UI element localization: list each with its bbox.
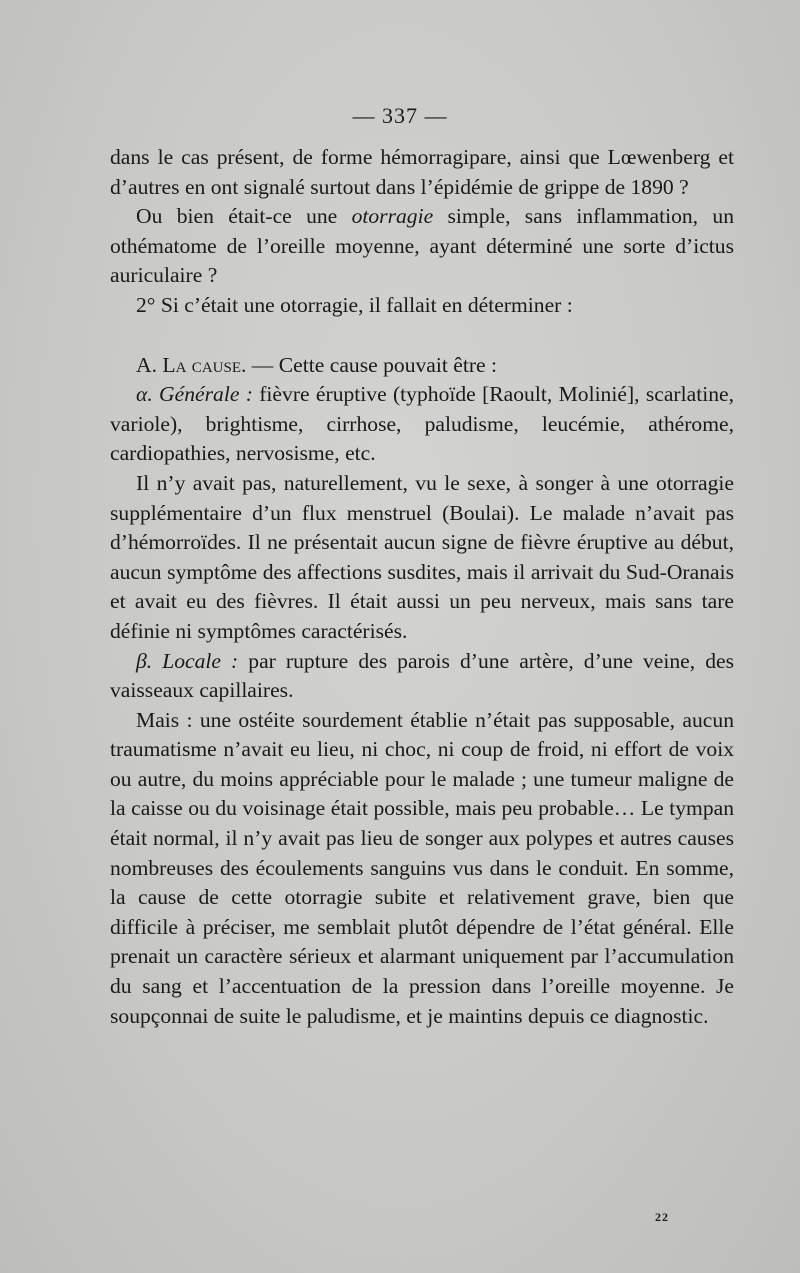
paragraph-3: 2° Si c’était une otorragie, il fallait en déterminer : [136, 292, 573, 317]
paragraph-locale [110, 647, 734, 706]
locale-text: par rupture des parois d’une artère, d’une veine, des vaisseaux capillaires. [110, 648, 734, 703]
section-intro: — Cette cause pouvait être : [246, 352, 498, 377]
paragraph-2-start: Ou bien était-ce une [136, 204, 352, 229]
paragraph-8: Mais : une ostéite sourdement établie n’était pas supposable, aucun traumatisme n’avait eu lieu, ni choc, ni coup de froid, ni effort de voix ou autre, du moins appréciable pour le malade ; une tumeur maligne de la caisse ou du voisinage était possible, mais peu probable… Le tympan était normal, il n’y avait pas lieu de songer aux polypes et autres causes nombreuses des écoulements sanguins vus dans le conduit. En somme, la cause de cette otorragie subite et relativement grave, bien que difficile à préciser, me semblait plutôt dépendre de l’état général. Elle prenait un caractère sérieux et alarmant uniquement par l’accumulation du sang et l’accentuation de la pression dans l’oreille moyenne. Je soupçonnai de suite le paludisme, et je maintins depuis ce diagnostic. [110, 707, 734, 1028]
generale-text: fièvre éruptive (typhoïde [Raoult, Molinié], scarlatine, variole), brightisme, cirrhose, paludisme, leucémie, athérome, cardiopathies, nervosisme, etc. [110, 382, 734, 466]
section-label: A. La cause. [136, 352, 247, 377]
signature-mark: 22 [655, 1210, 669, 1224]
otorragie-term: otorragie [351, 204, 434, 229]
page-number: — 337 — [352, 103, 448, 128]
locale-label: β. Locale : [136, 648, 239, 673]
paragraph-generale [110, 380, 734, 469]
generale-label: α. Générale : [136, 382, 253, 407]
paragraph-2 [110, 202, 734, 291]
paragraph-2-end: simple, sans inflammation, un othématome de l’oreille moyenne, ayant déterminé une sorte d’ictus auriculaire ? [110, 204, 734, 288]
section-heading [110, 351, 734, 381]
paragraph-6: Il n’y avait pas, naturellement, vu le sexe, à songer à une otorragie supplémentaire d’un flux menstruel (Boulai). Le malade n’avait pas d’hémorroïdes. Il ne présentait aucun signe de fièvre éruptive au début, aucun symptôme des affections susdites, mais il arrivait du Sud-Oranais et avait eu des fièvres. Il était aussi un peu nerveux, mais sans tare définie ni symptômes caractérisés. [110, 470, 734, 643]
section-gap [110, 321, 734, 351]
page-body [110, 143, 734, 1031]
paragraph-1: dans le cas présent, de forme hémorragipare, ainsi que Lœwenberg et d’autres en ont signalé surtout dans l’épidémie de grippe de 1890 ? [110, 145, 734, 199]
